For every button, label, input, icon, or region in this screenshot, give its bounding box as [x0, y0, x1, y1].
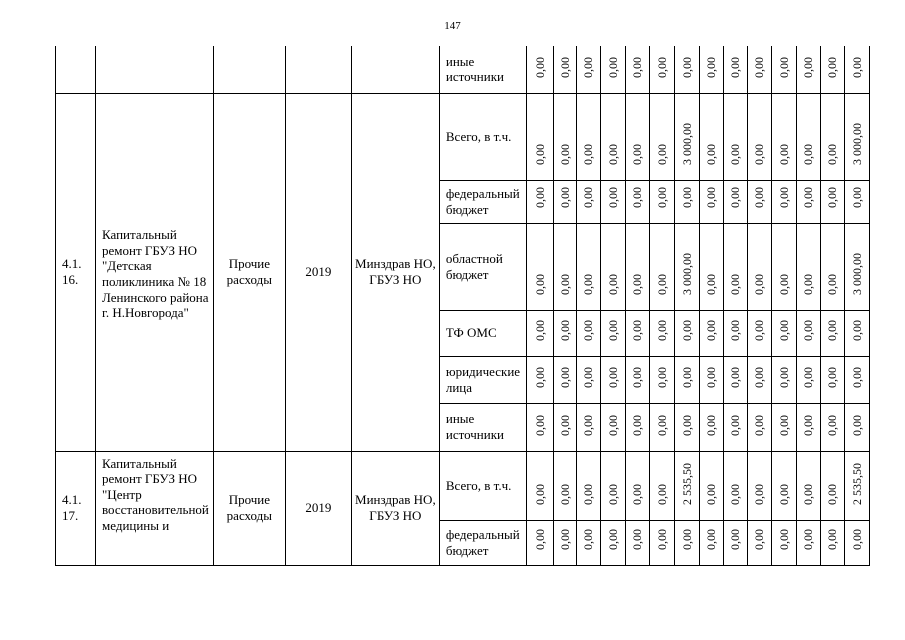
value-cell: [723, 310, 747, 356]
value-cell: [649, 310, 674, 356]
value-cell: [576, 180, 600, 223]
value-text: 0,00: [630, 319, 645, 341]
value-text: 0,00: [776, 186, 791, 208]
value-cell: [576, 46, 600, 93]
value-cell: [723, 451, 747, 520]
value-cell: [600, 46, 625, 93]
value-cell: [625, 403, 649, 451]
value-text: 0,00: [825, 186, 840, 208]
value-cell: [576, 520, 600, 565]
value-cell: [771, 356, 796, 403]
value-cell: [796, 356, 820, 403]
funding-source: иные источники: [439, 46, 526, 93]
value-text: 0,00: [752, 366, 767, 388]
value-cell: [771, 223, 796, 310]
value-cell: [723, 93, 747, 180]
value-text: 0,00: [581, 528, 596, 550]
value-cell: [553, 520, 576, 565]
year-cell: [285, 46, 351, 93]
value-text: 0,00: [728, 483, 743, 505]
value-cell: [674, 451, 699, 520]
value-cell: [747, 356, 771, 403]
value-cell: [747, 451, 771, 520]
table-row: [56, 93, 870, 180]
value-text: 0,00: [605, 273, 620, 295]
funding-source: юридические лица: [439, 356, 526, 403]
value-cell: [553, 356, 576, 403]
value-text: 0,00: [728, 273, 743, 295]
value-text: 0,00: [654, 319, 669, 341]
value-text: 2 535,50: [679, 462, 694, 505]
value-cell: [844, 180, 869, 223]
value-cell: [820, 356, 844, 403]
value-text: 0,00: [825, 528, 840, 550]
value-text: 0,00: [557, 366, 572, 388]
value-cell: [771, 403, 796, 451]
value-cell: [723, 356, 747, 403]
value-text: 3 000,00: [679, 252, 694, 295]
value-cell: [796, 223, 820, 310]
value-text: 0,00: [679, 319, 694, 341]
value-text: 0,00: [654, 483, 669, 505]
value-cell: [674, 93, 699, 180]
value-cell: [674, 223, 699, 310]
value-text: 0,00: [581, 483, 596, 505]
value-cell: [576, 356, 600, 403]
value-cell: [844, 310, 869, 356]
value-cell: [699, 520, 723, 565]
item-year: 2019: [285, 451, 351, 565]
funding-source: Всего, в т.ч.: [439, 93, 526, 180]
value-text: 0,00: [849, 56, 864, 78]
value-text: 0,00: [752, 483, 767, 505]
page-number: 147: [444, 20, 461, 32]
value-text: 0,00: [532, 366, 547, 388]
item-expense-type: Прочие расходы: [213, 93, 285, 451]
value-cell: [844, 93, 869, 180]
value-text: 0,00: [776, 143, 791, 165]
funding-source: федеральный бюджет: [439, 520, 526, 565]
value-text: 0,00: [801, 483, 816, 505]
value-cell: [699, 403, 723, 451]
value-cell: [553, 310, 576, 356]
value-text: 0,00: [801, 414, 816, 436]
value-cell: [526, 223, 553, 310]
value-cell: [649, 403, 674, 451]
value-cell: [600, 356, 625, 403]
value-text: 0,00: [532, 186, 547, 208]
value-cell: [723, 46, 747, 93]
value-cell: [600, 451, 625, 520]
value-text: 0,00: [654, 414, 669, 436]
value-text: 0,00: [704, 143, 719, 165]
value-cell: [820, 46, 844, 93]
value-cell: [796, 93, 820, 180]
table-row: [56, 46, 870, 93]
value-text: 0,00: [679, 56, 694, 78]
value-text: 0,00: [825, 273, 840, 295]
value-text: 0,00: [825, 483, 840, 505]
value-cell: [576, 93, 600, 180]
value-text: 0,00: [630, 414, 645, 436]
value-text: 0,00: [654, 366, 669, 388]
value-text: 0,00: [728, 143, 743, 165]
value-text: 0,00: [630, 143, 645, 165]
item-executor: Минздрав НО, ГБУЗ НО: [351, 451, 439, 565]
value-text: 0,00: [849, 366, 864, 388]
value-cell: [649, 451, 674, 520]
funding-source: Всего, в т.ч.: [439, 451, 526, 520]
value-cell: [625, 520, 649, 565]
value-cell: [820, 451, 844, 520]
value-text: 2 535,50: [849, 462, 864, 505]
value-cell: [649, 46, 674, 93]
value-text: 0,00: [825, 366, 840, 388]
value-text: 0,00: [532, 483, 547, 505]
value-text: 0,00: [704, 414, 719, 436]
value-text: 0,00: [849, 319, 864, 341]
value-cell: [796, 310, 820, 356]
value-text: 0,00: [801, 528, 816, 550]
value-text: 0,00: [801, 366, 816, 388]
value-cell: [844, 520, 869, 565]
value-text: 0,00: [728, 366, 743, 388]
value-cell: [771, 451, 796, 520]
value-text: 0,00: [532, 414, 547, 436]
expense-type-cell: [213, 46, 285, 93]
value-cell: [820, 223, 844, 310]
value-text: 0,00: [752, 528, 767, 550]
value-text: 0,00: [605, 319, 620, 341]
value-cell: [649, 180, 674, 223]
value-text: 0,00: [776, 414, 791, 436]
value-cell: [796, 451, 820, 520]
value-cell: [625, 223, 649, 310]
value-cell: [699, 451, 723, 520]
value-cell: [820, 520, 844, 565]
value-cell: [600, 403, 625, 451]
value-cell: [747, 180, 771, 223]
value-cell: [576, 310, 600, 356]
value-text: 0,00: [752, 143, 767, 165]
value-text: 0,00: [557, 143, 572, 165]
value-cell: [723, 403, 747, 451]
value-cell: [820, 310, 844, 356]
funding-source: областной бюджет: [439, 223, 526, 310]
value-text: 0,00: [704, 56, 719, 78]
value-cell: [747, 46, 771, 93]
value-cell: [600, 310, 625, 356]
value-text: 0,00: [630, 528, 645, 550]
item-index: 4.1. 16.: [56, 93, 96, 451]
value-cell: [553, 46, 576, 93]
value-cell: [576, 403, 600, 451]
value-cell: [747, 93, 771, 180]
value-text: 0,00: [728, 186, 743, 208]
value-text: 0,00: [532, 273, 547, 295]
value-text: 0,00: [581, 186, 596, 208]
value-cell: [526, 451, 553, 520]
value-text: 3 000,00: [849, 252, 864, 295]
value-text: 0,00: [532, 143, 547, 165]
value-cell: [600, 520, 625, 565]
value-cell: [576, 451, 600, 520]
value-text: 0,00: [679, 186, 694, 208]
value-text: 0,00: [776, 319, 791, 341]
value-text: 0,00: [825, 414, 840, 436]
value-cell: [649, 356, 674, 403]
value-text: 0,00: [728, 56, 743, 78]
value-cell: [771, 93, 796, 180]
value-cell: [649, 520, 674, 565]
value-text: 0,00: [801, 56, 816, 78]
funding-source: федеральный бюджет: [439, 180, 526, 223]
value-text: 0,00: [581, 319, 596, 341]
funding-source: иные источники: [439, 403, 526, 451]
value-text: 0,00: [704, 528, 719, 550]
value-text: 0,00: [605, 414, 620, 436]
value-text: 0,00: [752, 273, 767, 295]
value-cell: [723, 520, 747, 565]
value-text: 0,00: [581, 143, 596, 165]
value-cell: [771, 520, 796, 565]
value-text: 0,00: [825, 56, 840, 78]
value-cell: [553, 451, 576, 520]
item-index: 4.1. 17.: [56, 451, 96, 565]
value-cell: [576, 223, 600, 310]
value-text: 0,00: [654, 273, 669, 295]
value-text: 0,00: [557, 414, 572, 436]
value-cell: [625, 451, 649, 520]
value-text: 0,00: [776, 366, 791, 388]
value-cell: [526, 520, 553, 565]
value-cell: [649, 93, 674, 180]
value-text: 0,00: [704, 319, 719, 341]
value-text: 0,00: [752, 186, 767, 208]
value-cell: [820, 403, 844, 451]
value-text: 0,00: [605, 186, 620, 208]
value-text: 0,00: [654, 186, 669, 208]
value-cell: [699, 93, 723, 180]
value-text: 0,00: [704, 273, 719, 295]
value-cell: [771, 310, 796, 356]
value-text: 0,00: [752, 414, 767, 436]
value-cell: [553, 403, 576, 451]
value-text: 0,00: [557, 56, 572, 78]
value-text: 0,00: [557, 273, 572, 295]
value-cell: [625, 180, 649, 223]
value-cell: [526, 180, 553, 223]
table-row: [56, 451, 870, 520]
value-text: 0,00: [801, 186, 816, 208]
value-cell: [625, 93, 649, 180]
value-cell: [674, 46, 699, 93]
value-text: 3 000,00: [679, 122, 694, 165]
value-cell: [526, 93, 553, 180]
value-cell: [649, 223, 674, 310]
value-cell: [625, 356, 649, 403]
value-text: 0,00: [532, 528, 547, 550]
value-cell: [844, 223, 869, 310]
value-text: 0,00: [776, 528, 791, 550]
value-text: 0,00: [728, 528, 743, 550]
value-text: 0,00: [776, 483, 791, 505]
value-text: 0,00: [679, 414, 694, 436]
value-text: 0,00: [752, 319, 767, 341]
value-text: 0,00: [654, 143, 669, 165]
item-executor: Минздрав НО, ГБУЗ НО: [351, 93, 439, 451]
value-text: 0,00: [630, 186, 645, 208]
value-text: 0,00: [630, 273, 645, 295]
value-text: 0,00: [605, 366, 620, 388]
value-cell: [844, 451, 869, 520]
value-cell: [771, 46, 796, 93]
value-text: 0,00: [605, 483, 620, 505]
value-cell: [844, 46, 869, 93]
value-text: 0,00: [605, 528, 620, 550]
value-cell: [771, 180, 796, 223]
value-cell: [553, 93, 576, 180]
value-cell: [625, 310, 649, 356]
value-text: 0,00: [557, 528, 572, 550]
value-text: 0,00: [581, 414, 596, 436]
value-cell: [600, 223, 625, 310]
item-expense-type: Прочие расходы: [213, 451, 285, 565]
value-cell: [600, 180, 625, 223]
item-year: 2019: [285, 93, 351, 451]
item-name: Капитальный ремонт ГБУЗ НО "Детская поликлиника № 18 Ленинского района г. Н.Новгорода": [96, 93, 214, 451]
value-cell: [526, 310, 553, 356]
value-text: 0,00: [654, 528, 669, 550]
item-name: Капитальный ремонт ГБУЗ НО "Центр восстановительной медицины и: [96, 451, 214, 565]
value-text: 0,00: [630, 366, 645, 388]
value-text: 0,00: [776, 273, 791, 295]
value-cell: [674, 180, 699, 223]
value-cell: [526, 403, 553, 451]
value-cell: [796, 520, 820, 565]
value-text: 0,00: [557, 483, 572, 505]
value-text: 0,00: [630, 483, 645, 505]
value-cell: [674, 356, 699, 403]
value-text: 0,00: [581, 56, 596, 78]
value-text: 0,00: [704, 483, 719, 505]
value-cell: [820, 93, 844, 180]
value-cell: [820, 180, 844, 223]
value-cell: [747, 403, 771, 451]
value-cell: [796, 46, 820, 93]
value-cell: [600, 93, 625, 180]
value-cell: [723, 223, 747, 310]
value-cell: [674, 520, 699, 565]
value-cell: [699, 223, 723, 310]
value-cell: [723, 180, 747, 223]
value-text: 0,00: [801, 143, 816, 165]
value-text: 0,00: [630, 56, 645, 78]
value-text: 0,00: [532, 56, 547, 78]
value-text: 0,00: [776, 56, 791, 78]
value-cell: [699, 46, 723, 93]
value-text: 0,00: [752, 56, 767, 78]
value-cell: [747, 223, 771, 310]
value-text: 0,00: [801, 273, 816, 295]
value-text: 0,00: [679, 366, 694, 388]
value-text: 0,00: [849, 414, 864, 436]
value-cell: [699, 180, 723, 223]
value-cell: [844, 356, 869, 403]
value-text: 0,00: [557, 186, 572, 208]
name-cell: [96, 46, 214, 93]
value-text: 0,00: [849, 528, 864, 550]
value-text: 0,00: [581, 366, 596, 388]
executor-cell: [351, 46, 439, 93]
value-text: 0,00: [849, 186, 864, 208]
value-text: 0,00: [654, 56, 669, 78]
value-cell: [625, 46, 649, 93]
value-cell: [553, 223, 576, 310]
value-text: 0,00: [801, 319, 816, 341]
value-cell: [699, 310, 723, 356]
value-cell: [796, 403, 820, 451]
value-text: 0,00: [557, 319, 572, 341]
value-text: 0,00: [825, 143, 840, 165]
value-text: 0,00: [581, 273, 596, 295]
value-cell: [699, 356, 723, 403]
value-text: 0,00: [704, 186, 719, 208]
value-text: 0,00: [704, 366, 719, 388]
value-text: 0,00: [605, 143, 620, 165]
value-cell: [844, 403, 869, 451]
value-cell: [747, 520, 771, 565]
value-text: 0,00: [728, 319, 743, 341]
value-text: 0,00: [679, 528, 694, 550]
value-text: 0,00: [532, 319, 547, 341]
value-cell: [674, 403, 699, 451]
budget-table: [55, 46, 870, 566]
value-text: 0,00: [825, 319, 840, 341]
value-text: 0,00: [605, 56, 620, 78]
value-cell: [526, 46, 553, 93]
funding-source: ТФ ОМС: [439, 310, 526, 356]
value-text: 0,00: [728, 414, 743, 436]
value-cell: [747, 310, 771, 356]
value-cell: [553, 180, 576, 223]
value-cell: [526, 356, 553, 403]
idx-cell: [56, 46, 96, 93]
value-cell: [674, 310, 699, 356]
value-cell: [796, 180, 820, 223]
value-text: 3 000,00: [849, 122, 864, 165]
